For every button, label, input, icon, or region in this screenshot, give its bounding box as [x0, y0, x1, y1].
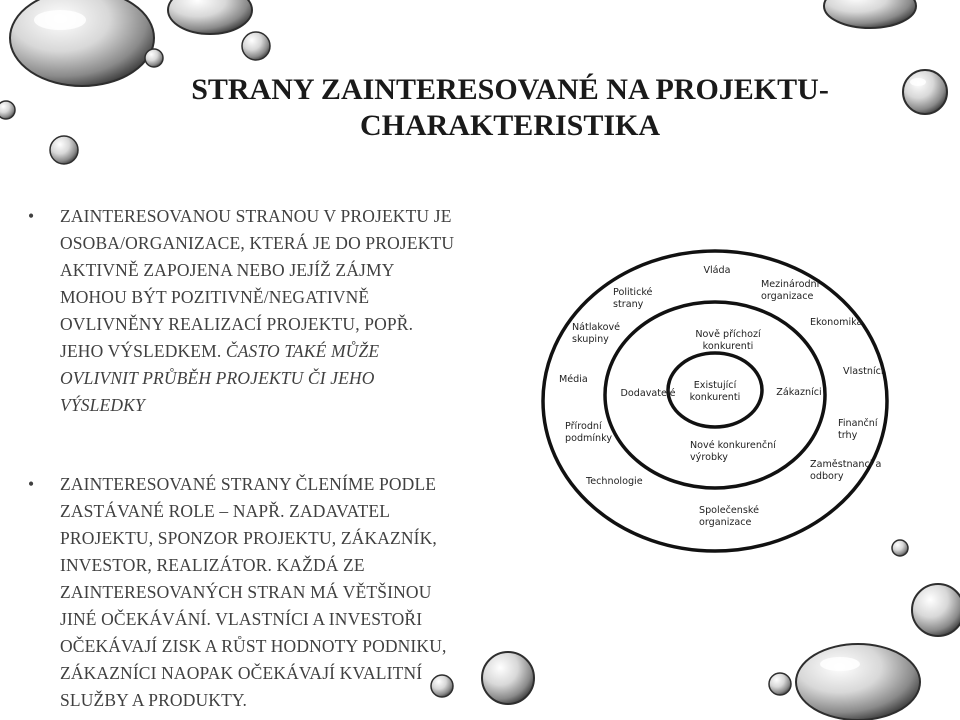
- drop-bottom-right-large: [796, 644, 920, 720]
- label-line: Nátlakové: [572, 322, 621, 333]
- drop-bottom-mid: [482, 652, 534, 704]
- drop-small-2: [145, 49, 163, 67]
- label-line: Nově příchozí: [695, 329, 761, 340]
- label-line: Přírodní: [565, 421, 602, 432]
- label-technology: [585, 476, 643, 487]
- slide-title: [140, 72, 880, 144]
- label-line: Mezinárodní: [761, 279, 820, 290]
- bullet-text-main: ZAINTERESOVANOU STRANOU V PROJEKTU JE OSOBA/ORGANIZACE, KTERÁ JE DO PROJEKTU AKTIVNĚ ZAPOJENA NEBO JEJÍŽ ZÁJMY MOHOU BÝT POZITIVNĚ/NEGATIVNĚ OVLIVNĚNY REALIZACÍ PROJEKTU, POPŘ. JEHO VÝSLEDKEM.: [60, 206, 455, 361]
- drop-top-left-large: [10, 0, 154, 86]
- label-political-parties: [613, 286, 653, 310]
- label-line: Vlastníci: [843, 366, 884, 377]
- stakeholder-diagram: [535, 245, 895, 565]
- label-line: Finanční: [838, 418, 878, 429]
- drop-bottom-small-2: [769, 673, 791, 695]
- label-line: Zákazníci: [776, 387, 822, 398]
- label-employees-unions: [810, 458, 881, 482]
- bullet-marker: •: [28, 206, 35, 226]
- label-line: Ekonomika: [810, 317, 863, 328]
- label-new-competitors: [695, 328, 761, 352]
- title-line-2: CHARAKTERISTIKA: [359, 109, 661, 142]
- label-line: výrobky: [690, 452, 728, 463]
- drop-left-edge: [0, 101, 15, 119]
- label-line: organizace: [699, 517, 752, 528]
- label-new-products: [690, 439, 776, 463]
- label-line: konkurenti: [702, 341, 754, 352]
- label-center: [690, 379, 741, 403]
- label-pressure-groups: [572, 321, 620, 345]
- label-line: skupiny: [572, 334, 609, 345]
- label-line: Společenské: [699, 505, 759, 516]
- label-line: Politické: [613, 287, 653, 298]
- label-natural-conditions: [565, 420, 612, 444]
- drop-bottom-right-1: [912, 584, 960, 636]
- bullet-text-italic: ČASTO TAKÉ MŮŽE OVLIVNIT PRŮBĚH PROJEKTU ČI JEHO VÝSLEDKY: [60, 341, 380, 415]
- label-line: Média: [559, 374, 588, 385]
- bullet-marker: •: [28, 474, 35, 494]
- label-line: odbory: [810, 471, 844, 482]
- label-line: organizace: [761, 291, 814, 302]
- drop-small-1: [242, 32, 270, 60]
- bullet-roles: [28, 471, 458, 714]
- label-line: Zaměstnanci a: [810, 459, 882, 470]
- label-line: podmínky: [565, 433, 613, 444]
- bullet-text: ZAINTERESOVANÉ STRANY ČLENÍME PODLE ZASTÁVANÉ ROLE – NAPŘ. ZADAVATEL PROJEKTU, SPONZOR PROJEKTU, ZÁKAZNÍK, INVESTOR, REALIZÁTOR. KAŽDÁ ZE ZAINTERESOVANÝCH STRAN MÁ VĚTŠINOU JINÉ OČEKÁVÁNÍ. VLASTNÍCI A INVESTOŘI OČEKÁVAJÍ ZISK A RŮST HODNOTY PODNIKU, ZÁKAZNÍCI NAOPAK OČEKÁVAJÍ KVALITNÍ SLUŽBY A PRODUKTY.: [60, 474, 447, 710]
- bullet-text: [60, 203, 458, 419]
- label-line: konkurenti: [689, 392, 741, 403]
- label-government: [703, 264, 730, 276]
- drop-left-mid: [50, 136, 78, 164]
- label-media: [559, 373, 588, 385]
- label-line: Existující: [693, 380, 737, 391]
- label-owners: [843, 365, 884, 377]
- title-line-1: STRANY ZAINTERESOVANÉ NA PROJEKTU-: [191, 73, 829, 106]
- label-line: trhy: [838, 430, 858, 441]
- label-line: strany: [613, 299, 644, 310]
- label-customers: [776, 386, 821, 398]
- label-international-org: [761, 278, 820, 302]
- drop-right: [903, 70, 947, 114]
- label-line: Technologie: [586, 476, 643, 487]
- drop-top-right: [824, 0, 916, 28]
- label-line: Vláda: [703, 265, 731, 276]
- label-economy: [810, 317, 862, 328]
- label-line: Nové konkurenční: [690, 440, 776, 451]
- label-financial-markets: [838, 417, 878, 441]
- label-suppliers: [620, 387, 675, 399]
- drop-top-center: [168, 0, 252, 34]
- label-line: Dodavatelé: [620, 388, 676, 399]
- label-social-org: [699, 504, 759, 528]
- bullet-definition: [28, 203, 458, 419]
